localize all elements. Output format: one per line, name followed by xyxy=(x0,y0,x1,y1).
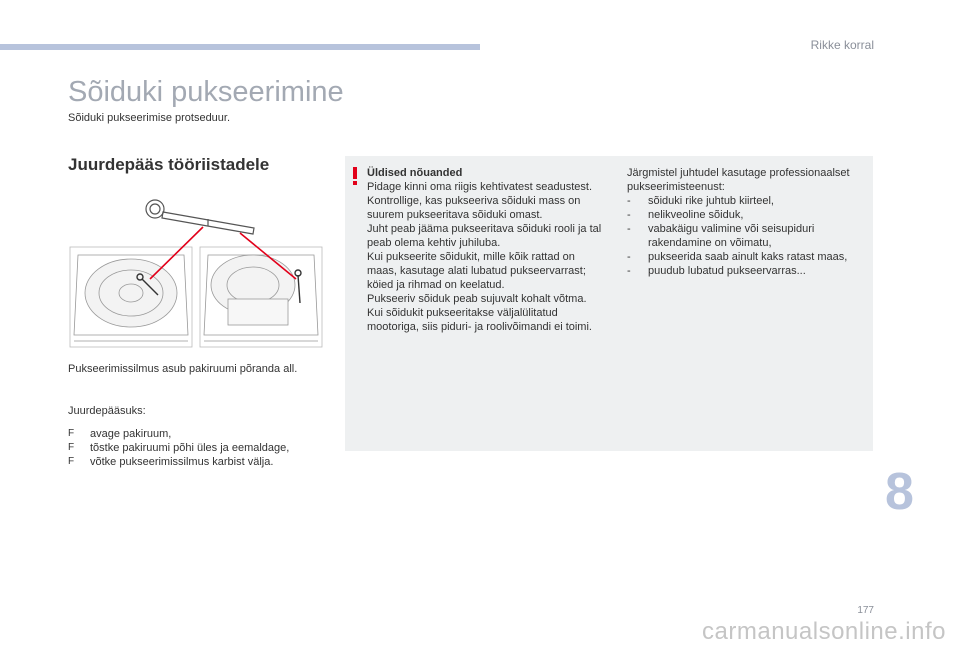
advice-paragraph: Juht peab jääma pukseeritava sõiduki rooli ja tal peab olema kehtiv juhiluba. xyxy=(367,223,602,249)
list-item xyxy=(627,264,872,278)
list-item xyxy=(68,455,289,469)
list-item xyxy=(627,208,872,222)
warning-icon xyxy=(350,167,360,185)
advice-title: Üldised nõuanded xyxy=(367,167,463,179)
list-item xyxy=(627,250,872,264)
advice-paragraph: Kui sõidukit pukseeritakse väljalülitatud mootoriga, siis piduri- ja roolivõimandi ei toimi. xyxy=(367,307,592,333)
list-item xyxy=(68,427,289,441)
dash-bullet: - xyxy=(627,195,631,207)
step-text: tõstke pakiruumi põhi üles ja eemaldage, xyxy=(90,442,290,454)
spare-wheel-right xyxy=(200,247,322,347)
page-title: Sõiduki pukseerimine xyxy=(68,76,344,108)
case-text: puudub lubatud pukseervarras... xyxy=(648,265,806,277)
list-item xyxy=(68,441,289,455)
access-steps xyxy=(68,427,289,469)
professional-towing-column xyxy=(627,166,872,278)
section-label: Rikke korral xyxy=(810,38,874,52)
case-text: sõiduki rike juhtub kiirteel, xyxy=(648,195,774,207)
case-text: nelikveoline sõiduk, xyxy=(648,209,744,221)
towing-cases-list xyxy=(627,194,872,278)
bullet-icon: F xyxy=(68,456,75,467)
advice-paragraph: Kui pukseerite sõidukit, mille kõik rattad on maas, kasutage alati lubatud pukseervarrast; köied ja rihmad on keelatud. xyxy=(367,251,586,291)
access-heading: Juurdepääs tööriistadele xyxy=(68,155,270,174)
dash-bullet: - xyxy=(627,265,631,277)
case-text: pukseerida saab ainult kaks ratast maas, xyxy=(648,251,848,263)
dash-bullet: - xyxy=(627,209,631,221)
dash-bullet: - xyxy=(627,223,631,235)
advice-paragraph: Kontrollige, kas pukseeriva sõiduki mass on suurem pukseeritava sõiduki omast. xyxy=(367,195,581,221)
access-label: Juurdepääsuks: xyxy=(68,405,146,417)
list-item xyxy=(627,194,872,208)
advice-paragraph: Pidage kinni oma riigis kehtivatest seadustest. xyxy=(367,181,593,193)
page-subtitle: Sõiduki pukseerimise protseduur. xyxy=(68,112,231,124)
chapter-number: 8 xyxy=(885,463,914,521)
dash-bullet: - xyxy=(627,251,631,263)
advice-paragraph: Pukseeriv sõiduk peab sujuvalt kohalt võtma. xyxy=(367,293,587,305)
step-text: avage pakiruum, xyxy=(90,428,172,440)
header-accent-bar xyxy=(0,44,480,50)
list-item xyxy=(627,222,872,250)
advice-column xyxy=(367,166,605,334)
bullet-icon: F xyxy=(68,428,75,439)
tow-eye-illustration xyxy=(68,195,324,355)
illustration-caption: Pukseerimissilmus asub pakiruumi põranda all. xyxy=(68,363,298,375)
bullet-icon: F xyxy=(68,442,75,453)
step-text: võtke pukseerimissilmus karbist välja. xyxy=(90,456,274,468)
professional-towing-intro: Järgmistel juhtudel kasutage professionaalset pukseerimisteenust: xyxy=(627,167,850,193)
watermark: carmanualsonline.info xyxy=(702,618,946,645)
spare-wheel-left xyxy=(70,247,192,347)
case-text: vabakäigu valimine või seisupiduri rakendamine on võimatu, xyxy=(648,223,815,249)
page-number: 177 xyxy=(857,605,874,616)
